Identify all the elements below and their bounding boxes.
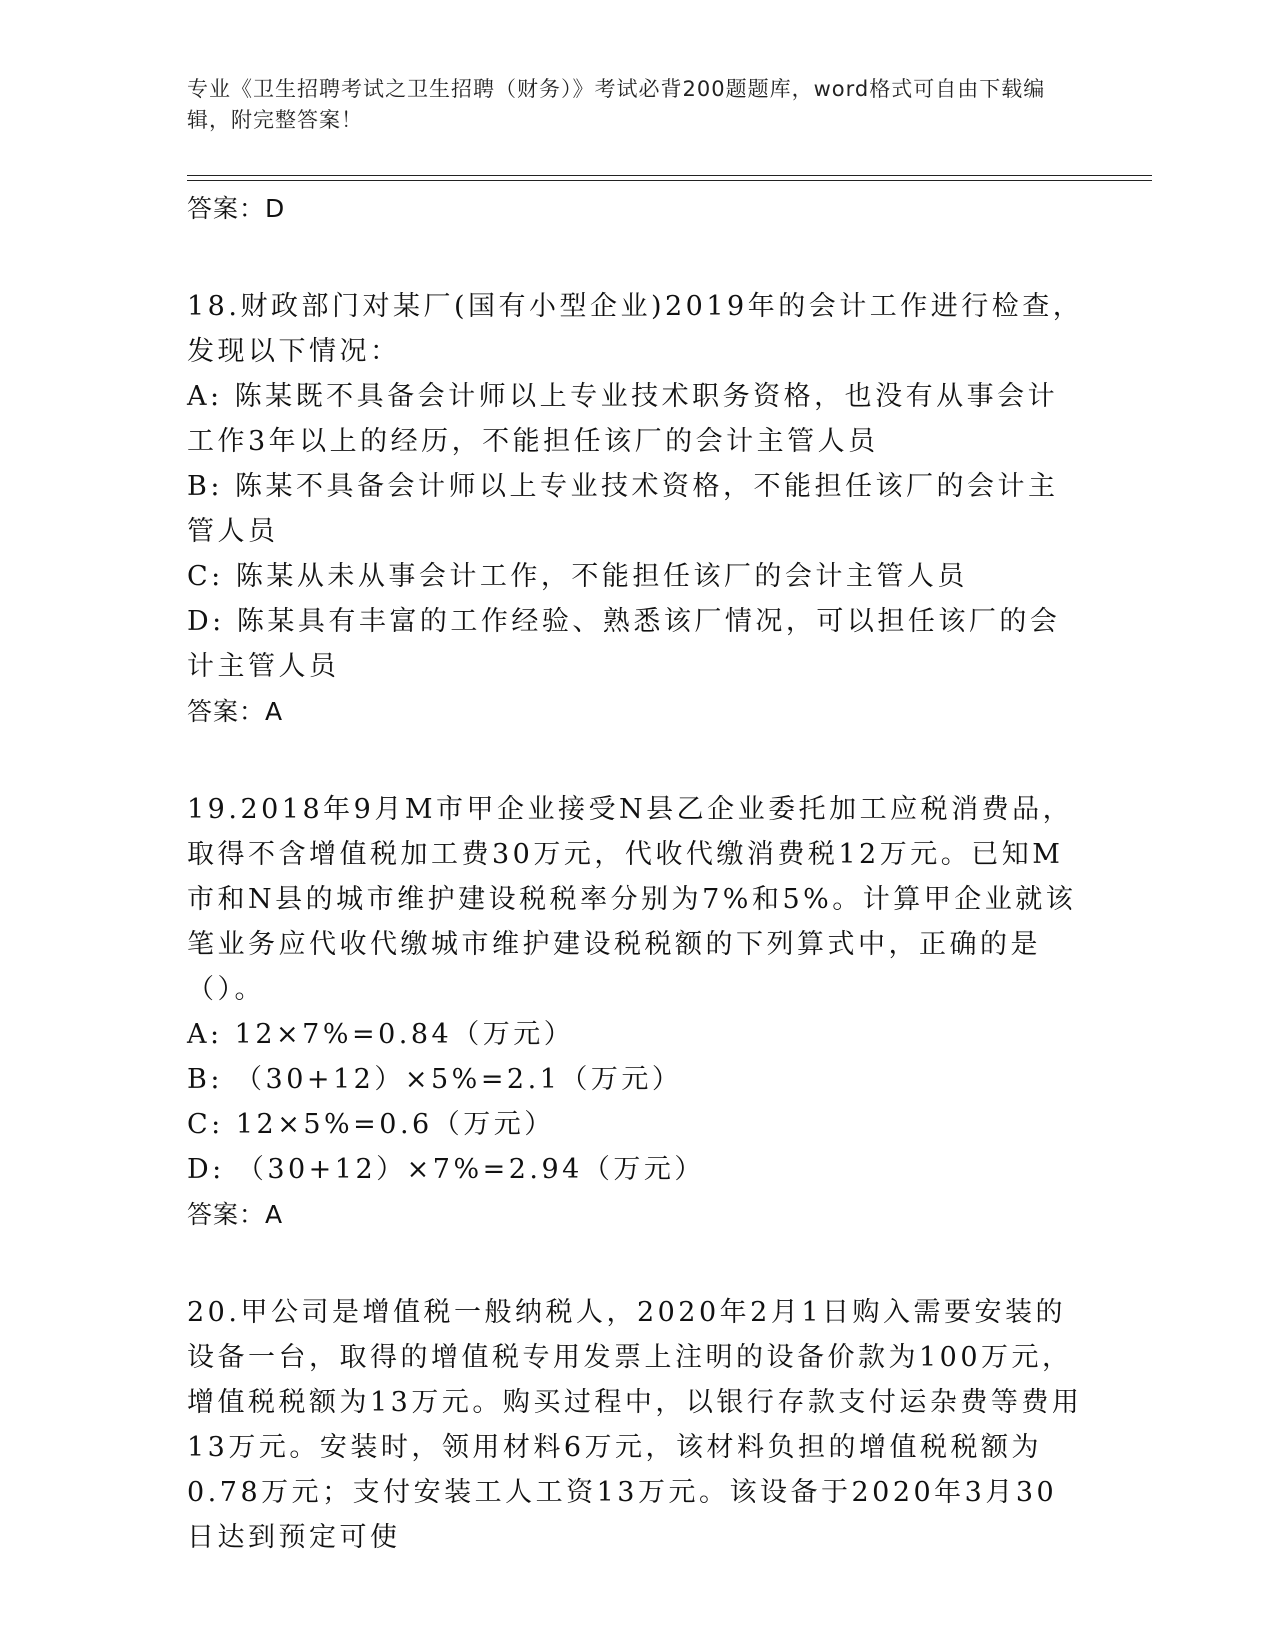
spacer bbox=[187, 735, 1087, 787]
question-stem: 18.财政部门对某厂(国有小型企业)2019年的会计工作进行检查，发现以下情况： bbox=[187, 291, 1084, 367]
answer-label: 答案：A bbox=[187, 697, 284, 726]
question-20 bbox=[187, 1290, 1087, 1560]
question-stem: 19.2018年9月M市甲企业接受N县乙企业委托加工应税消费品，取得不含增值税加工费30万元，代收代缴消费税12万元。已知M市和N县的城市维护建设税税率分别为7%和5%。计算甲企业就该笔业务应代收代缴城市维护建设税税额的下列算式中，正确的是（）。 bbox=[187, 794, 1077, 1005]
question-19 bbox=[187, 787, 1087, 1238]
option-d: D: 陈某具有丰富的工作经验、熟悉该厂情况，可以担任该厂的会计主管人员 bbox=[187, 606, 1061, 682]
answer-label: 答案：D bbox=[187, 194, 286, 223]
option-b: B: 陈某不具备会计师以上专业技术资格，不能担任该厂的会计主管人员 bbox=[187, 471, 1059, 547]
header-rule-top bbox=[187, 175, 1152, 176]
option-d: D: （30+12）×7%=2.94（万元） bbox=[187, 1154, 705, 1185]
option-a: A: 陈某既不具备会计师以上专业技术职务资格，也没有从事会计工作3年以上的经历，不能担任该厂的会计主管人员 bbox=[187, 381, 1059, 457]
document-header: 专业《卫生招聘考试之卫生招聘（财务）》考试必背200题题库，word格式可自由下载编辑，附完整答案！ bbox=[187, 77, 1046, 132]
document-body bbox=[187, 186, 1087, 1560]
question-18 bbox=[187, 284, 1087, 735]
option-a: A: 12×7%=0.84（万元） bbox=[187, 1019, 575, 1050]
header-rule-bottom bbox=[187, 180, 1152, 181]
option-b: B: （30+12）×5%=2.1（万元） bbox=[187, 1064, 683, 1095]
option-c: C: 12×5%=0.6（万元） bbox=[187, 1109, 555, 1140]
spacer bbox=[187, 1238, 1087, 1290]
option-c: C: 陈某从未从事会计工作，不能担任该厂的会计主管人员 bbox=[187, 561, 968, 592]
question-stem: 20.甲公司是增值税一般纳税人，2020年2月1日购入需要安装的设备一台，取得的增值税专用发票上注明的设备价款为100万元，增值税税额为13万元。购买过程中，以银行存款支付运杂费等费用13万元。安装时，领用材料6万元，该材料负担的增值税税额为0.78万元；支付安装工人工资13万元。该设备于2020年3月30日达到预定可使 bbox=[187, 1297, 1083, 1553]
spacer bbox=[187, 232, 1087, 284]
answer-label: 答案：A bbox=[187, 1200, 284, 1229]
